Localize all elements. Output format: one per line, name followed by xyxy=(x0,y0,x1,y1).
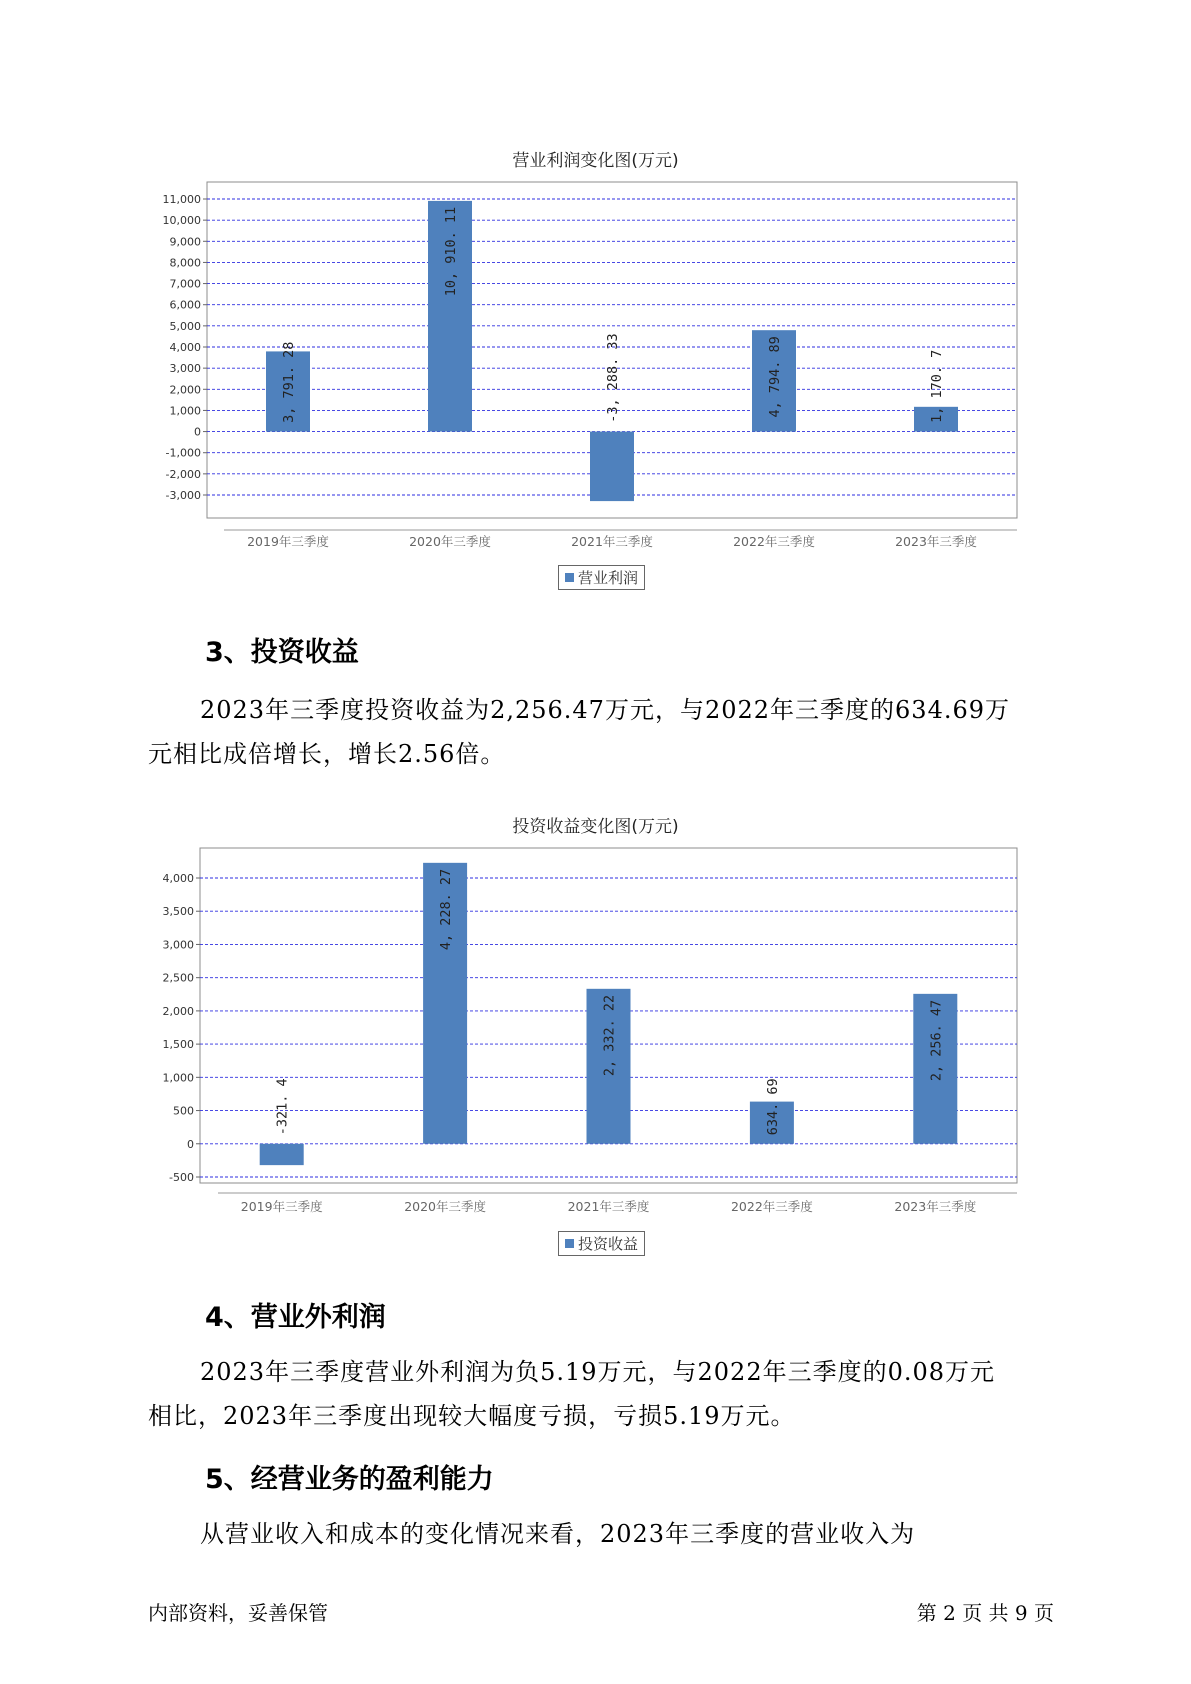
y-tick-label: 9,000 xyxy=(169,235,201,249)
section-4-heading: 4、营业外利润 xyxy=(205,1302,386,1333)
section-4-line-2: 相比，2023年三季度出现较大幅度亏损，亏损5.19万元。 xyxy=(148,1402,796,1430)
bar-value-label: 1, 170. 7 xyxy=(929,349,945,423)
invest-chart-legend xyxy=(558,1231,645,1256)
footer-page-number: 第 2 页 共 9 页 xyxy=(916,1601,1054,1625)
bar-value-label: 4, 228. 27 xyxy=(438,868,455,951)
y-tick-label: 10,000 xyxy=(162,214,201,228)
y-tick-label: 8,000 xyxy=(169,256,201,270)
section-3-heading: 3、投资收益 xyxy=(205,637,359,668)
x-category-label: 2019年三季度 xyxy=(247,534,329,549)
y-tick-label: 0 xyxy=(187,1137,194,1151)
x-category-label: 2023年三季度 xyxy=(894,1199,977,1214)
profit-legend-label: 营业利润 xyxy=(578,569,639,587)
x-category-label: 2021年三季度 xyxy=(571,534,653,549)
invest-chart-title: 投资收益变化图(万元) xyxy=(512,817,679,837)
x-category-label: 2022年三季度 xyxy=(730,1199,813,1214)
y-tick-label: 1,000 xyxy=(169,404,201,418)
bar-value-label: 4, 794. 89 xyxy=(767,336,783,418)
x-category-label: 2020年三季度 xyxy=(404,1199,487,1214)
y-tick-label: 3,000 xyxy=(162,938,194,952)
x-category-label: 2020年三季度 xyxy=(409,534,491,549)
y-tick-label: 1,500 xyxy=(162,1038,194,1052)
footer-left: 内部资料，妥善保管 xyxy=(148,1601,328,1625)
y-tick-label: 3,000 xyxy=(169,362,201,376)
y-tick-label: 500 xyxy=(173,1104,194,1118)
legend-swatch xyxy=(565,1239,574,1248)
y-tick-label: 5,000 xyxy=(169,319,201,333)
bar-value-label: -3, 288. 33 xyxy=(605,333,621,423)
x-category-label: 2021年三季度 xyxy=(567,1199,650,1214)
invest-legend-label: 投资收益 xyxy=(578,1235,639,1253)
y-tick-label: -3,000 xyxy=(165,489,201,502)
section-4-paragraph xyxy=(148,1350,1048,1438)
x-category-label: 2023年三季度 xyxy=(895,534,977,549)
y-tick-label: -1,000 xyxy=(165,446,201,460)
y-tick-label: 2,000 xyxy=(162,1004,194,1018)
profit-chart-title: 营业利润变化图(万元) xyxy=(512,151,679,171)
x-category-label: 2019年三季度 xyxy=(240,1199,323,1214)
y-tick-label: 7,000 xyxy=(169,277,201,291)
y-tick-label: 2,000 xyxy=(169,383,201,397)
section-3-line-1: 2023年三季度投资收益为2,256.47万元，与2022年三季度的634.69万 xyxy=(200,696,1011,724)
y-tick-label: 4,000 xyxy=(162,872,194,885)
bar-value-label: 2, 332. 22 xyxy=(601,994,618,1077)
y-tick-label: -2,000 xyxy=(165,467,201,481)
y-tick-label: -500 xyxy=(169,1171,194,1184)
y-tick-label: 1,000 xyxy=(162,1071,194,1085)
y-tick-label: 2,500 xyxy=(162,971,194,985)
bar-value-label: 2, 256. 47 xyxy=(928,999,945,1082)
bar-value-label: 10, 910. 11 xyxy=(443,206,459,297)
section-4-line-1: 2023年三季度营业外利润为负5.19万元，与2022年三季度的0.08万元 xyxy=(200,1358,996,1386)
section-3-line-2: 元相比成倍增长，增长2.56倍。 xyxy=(148,740,506,768)
y-tick-label: 0 xyxy=(194,425,201,439)
section-5-paragraph xyxy=(148,1512,1048,1556)
bar-value-label: -321. 4 xyxy=(274,1078,291,1136)
y-tick-label: 4,000 xyxy=(169,341,201,354)
section-5-line-1: 从营业收入和成本的变化情况来看，2023年三季度的营业收入为 xyxy=(200,1520,916,1548)
y-tick-label: 11,000 xyxy=(162,193,201,206)
y-tick-label: 6,000 xyxy=(169,298,201,312)
section-5-heading: 5、经营业务的盈利能力 xyxy=(205,1464,494,1495)
bar xyxy=(260,1144,304,1165)
x-category-label: 2022年三季度 xyxy=(733,534,815,549)
bar-value-label: 634. 69 xyxy=(764,1078,781,1136)
bar-value-label: 3, 791. 28 xyxy=(281,341,297,423)
y-tick-label: 3,500 xyxy=(162,905,194,919)
